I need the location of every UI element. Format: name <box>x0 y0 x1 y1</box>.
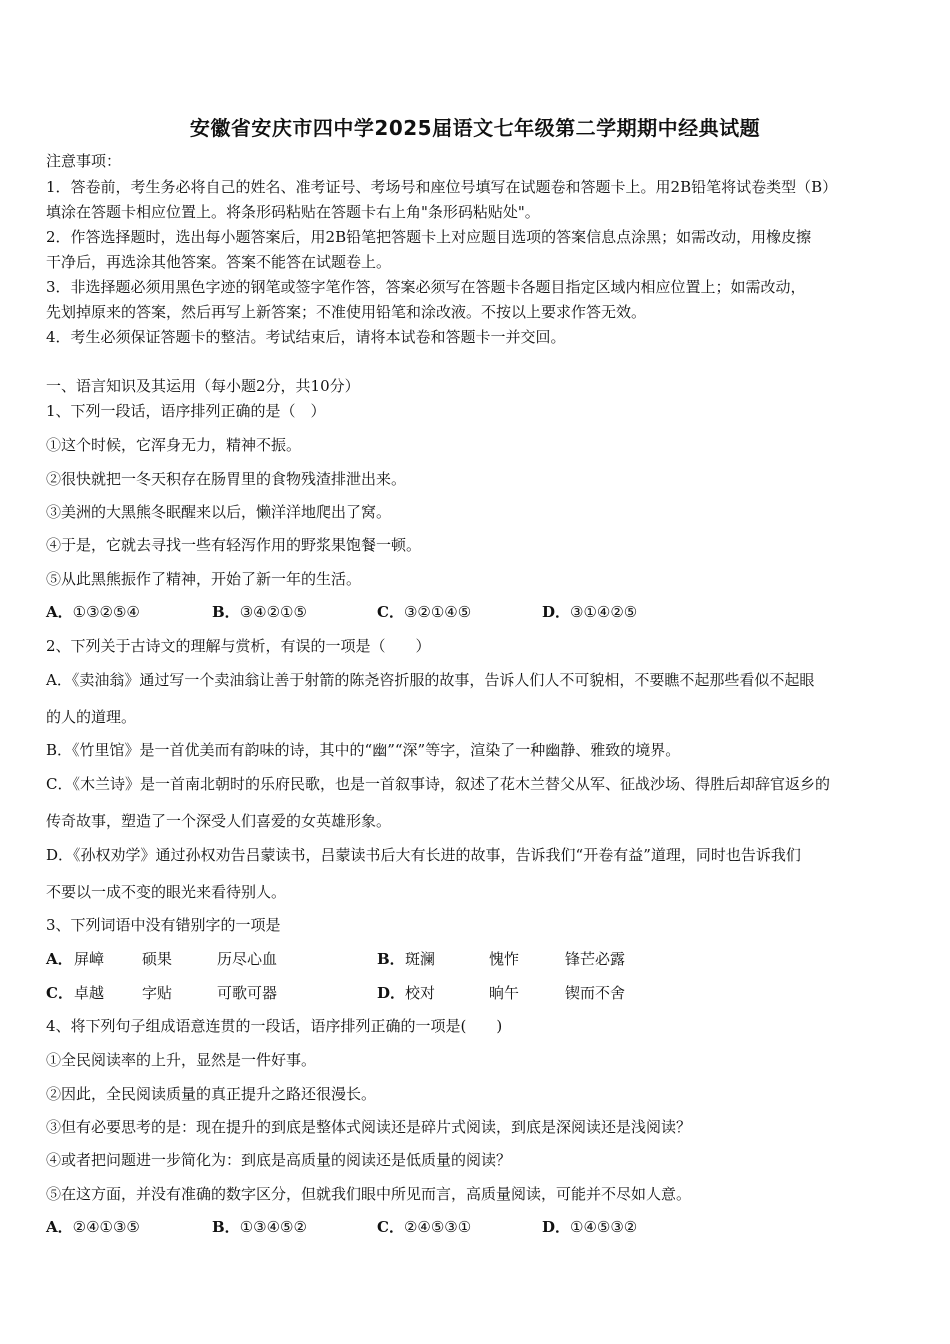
option-text: ①④⑤③② <box>570 1218 638 1236</box>
option-letter: A． <box>46 950 73 968</box>
page-title: 安徽省安庆市四中学2025届语文七年级第二学期期中经典试题 <box>189 116 761 140</box>
q3-word: 历尽心血 <box>217 950 278 968</box>
q4-option-a <box>46 1217 140 1237</box>
q1-sentence: ①这个时候，它浑身无力，精神不振。 <box>46 436 302 454</box>
q3-word: 校对 <box>405 984 436 1002</box>
notice-line: 先划掉原来的答案，然后再写上新答案；不准使用铅笔和涂改液。不按以上要求作答无效。 <box>46 303 647 321</box>
option-letter: A． <box>46 1218 73 1236</box>
q1-option-c <box>377 602 471 622</box>
q2-option-line: D．《孙权劝学》通过孙权劝告吕蒙读书，吕蒙读书后大有长进的故事，告诉我们“开卷有益”道理，同时也告诉我们 <box>46 846 801 864</box>
q3-option-c <box>46 983 73 1003</box>
q3-word: 愧怍 <box>489 950 520 968</box>
option-letter: C． <box>377 603 404 621</box>
q1-option-a <box>46 602 140 622</box>
notice-line: 4．考生必须保证答题卡的整洁。考试结束后，请将本试卷和答题卡一并交回。 <box>46 328 566 346</box>
q1-sentence: ③美洲的大黑熊冬眠醒来以后，懒洋洋地爬出了窝。 <box>46 503 392 521</box>
q1-sentence: ②很快就把一冬天积存在肠胃里的食物残渣排泄出来。 <box>46 470 407 488</box>
option-text: ①③④⑤② <box>239 1218 307 1236</box>
q2-option-line: B．《竹里馆》是一首优美而有韵味的诗，其中的“幽”“深”等字，渲染了一种幽静、雅致的境界。 <box>46 741 681 759</box>
notice-heading: 注意事项： <box>46 152 122 170</box>
option-text: ②④⑤③① <box>403 1218 472 1236</box>
q3-option-a <box>46 949 73 969</box>
option-letter: C． <box>46 984 73 1002</box>
q2-option-line: 传奇故事，塑造了一个深受人们喜爱的女英雄形象。 <box>46 812 392 830</box>
question-1-stem: 1、下列一段话，语序排列正确的是（ ） <box>46 402 326 420</box>
q3-word: 锲而不舍 <box>565 984 626 1002</box>
q1-option-d <box>542 602 637 622</box>
option-letter: B． <box>212 603 240 621</box>
q4-sentence: ④或者把问题进一步简化为：到底是高质量的阅读还是低质量的阅读？ <box>46 1151 512 1169</box>
notice-line: 2．作答选择题时，选出每小题答案后，用2B铅笔把答题卡上对应题目选项的答案信息点涂黑；如需改动，用橡皮擦 <box>46 228 812 246</box>
option-letter: D． <box>542 603 571 621</box>
option-letter: D． <box>542 1218 571 1236</box>
q3-word: 锋芒必露 <box>565 950 626 968</box>
q4-option-b <box>212 1217 307 1237</box>
q3-word: 字贴 <box>142 984 173 1002</box>
notice-line: 填涂在答题卡相应位置上。将条形码粘贴在答题卡右上角"条形码粘贴处"。 <box>46 203 540 221</box>
q1-sentence: ⑤从此黑熊振作了精神，开始了新一年的生活。 <box>46 570 362 588</box>
q2-option-line: A．《卖油翁》通过写一个卖油翁让善于射箭的陈尧咨折服的故事，告诉人们人不可貌相，不要瞧不起那些看似不起眼 <box>46 671 815 689</box>
option-text: ③②①④⑤ <box>403 603 472 621</box>
q4-option-d <box>542 1217 637 1237</box>
notice-line: 干净后，再选涂其他答案。答案不能答在试题卷上。 <box>46 253 392 271</box>
notice-line: 3．非选择题必须用黑色字迹的钢笔或签字笔作答，答案必须写在答题卡各题目指定区域内相应位置上；如需改动， <box>46 278 806 296</box>
option-letter: B． <box>377 950 405 968</box>
question-3-stem: 3、下列词语中没有错别字的一项是 <box>46 916 281 934</box>
q3-option-d <box>377 983 405 1003</box>
q2-option-line: 的人的道理。 <box>46 708 137 726</box>
option-letter: A． <box>46 603 73 621</box>
option-letter: C． <box>377 1218 404 1236</box>
section-heading: 一、语言知识及其运用（每小题2分，共10分） <box>46 377 360 395</box>
option-text: ③①④②⑤ <box>570 603 638 621</box>
q2-option-line: 不要以一成不变的眼光来看待别人。 <box>46 883 287 901</box>
q3-word: 屏嶂 <box>74 950 105 968</box>
q4-sentence: ①全民阅读率的上升，显然是一件好事。 <box>46 1051 317 1069</box>
question-2-stem: 2、下列关于古诗文的理解与赏析，有误的一项是（ ） <box>46 637 431 655</box>
q3-word: 斑澜 <box>405 950 436 968</box>
q4-sentence: ⑤在这方面，并没有准确的数字区分，但就我们眼中所见而言，高质量阅读，可能并不尽如人意。 <box>46 1185 692 1203</box>
q4-sentence: ③但有必要思考的是：现在提升的到底是整体式阅读还是碎片式阅读，到底是深阅读还是浅阅读？ <box>46 1118 692 1136</box>
q1-option-b <box>212 602 307 622</box>
q3-word: 卓越 <box>74 984 105 1002</box>
q2-option-line: C．《木兰诗》是一首南北朝时的乐府民歌，也是一首叙事诗，叙述了花木兰替父从军、征战沙场、得胜后却辞官返乡的 <box>46 775 830 793</box>
q4-sentence: ②因此，全民阅读质量的真正提升之路还很漫长。 <box>46 1085 377 1103</box>
q3-word: 硕果 <box>142 950 173 968</box>
option-text: ③④②①⑤ <box>239 603 307 621</box>
q3-option-b <box>377 949 405 969</box>
option-text: ①③②⑤④ <box>72 603 140 621</box>
q4-option-c <box>377 1217 471 1237</box>
option-letter: B． <box>212 1218 240 1236</box>
q3-word: 晌午 <box>489 984 520 1002</box>
q3-word: 可歌可器 <box>217 984 278 1002</box>
notice-line: 1．答卷前，考生务必将自己的姓名、准考证号、考场号和座位号填写在试题卷和答题卡上。用2B铅笔将试卷类型（B） <box>46 178 838 196</box>
q1-sentence: ④于是，它就去寻找一些有轻泻作用的野浆果饱餐一顿。 <box>46 536 422 554</box>
option-letter: D． <box>377 984 406 1002</box>
option-text: ②④①③⑤ <box>72 1218 140 1236</box>
question-4-stem: 4、将下列句子组成语意连贯的一段话，语序排列正确的一项是( ) <box>46 1017 503 1035</box>
